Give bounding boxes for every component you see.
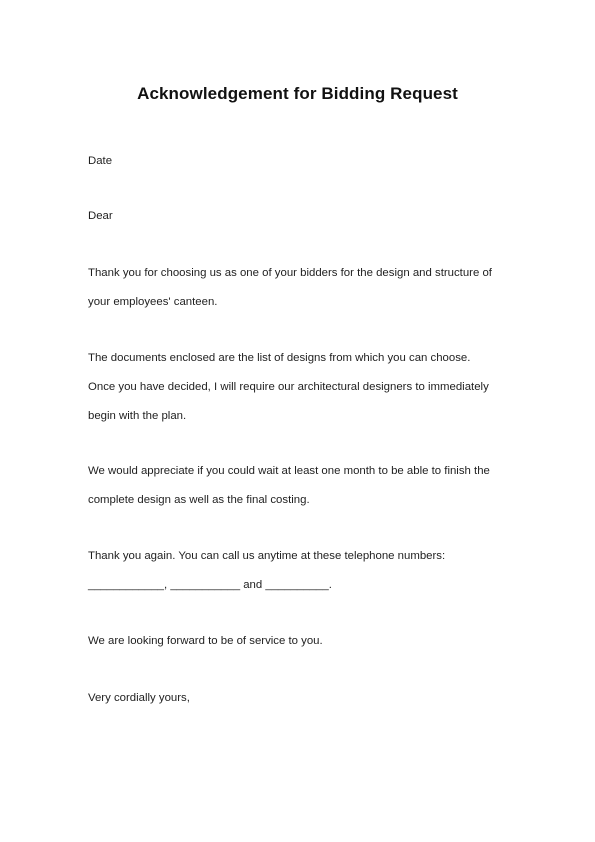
paragraph-line: We would appreciate if you could wait at least one month to be able to finish the [88,465,490,477]
paragraph-line: your employees' canteen. [88,296,218,308]
document-title: Acknowledgement for Bidding Request [137,84,458,103]
closing [88,684,518,713]
salutation [88,202,518,231]
paragraph-line: complete design as well as the final costing. [88,494,310,506]
closing-text: Very cordially yours, [88,692,190,704]
paragraph-line: Thank you for choosing us as one of your bidders for the design and structure of [88,267,492,279]
paragraph-line: Once you have decided, I will require our architectural designers to immediately [88,381,489,393]
date-text: Date [88,155,113,167]
salutation-text: Dear [88,210,113,222]
paragraph-line: begin with the plan. [88,410,187,422]
date-label [88,147,518,176]
paragraph-line: The documents enclosed are the list of designs from which you can choose. [88,352,471,364]
paragraph-telephone-numbers [88,542,518,600]
paragraph-wait-request [88,457,518,515]
paragraph-looking-forward [88,627,518,656]
paragraph-thank-you [88,259,518,317]
paragraph-documents-enclosed [88,344,518,431]
telephone-blanks: ____________, ___________ and __________. [88,579,332,591]
paragraph-line: We are looking forward to be of service to you. [88,635,323,647]
paragraph-line: Thank you again. You can call us anytime at these telephone numbers: [88,550,446,562]
